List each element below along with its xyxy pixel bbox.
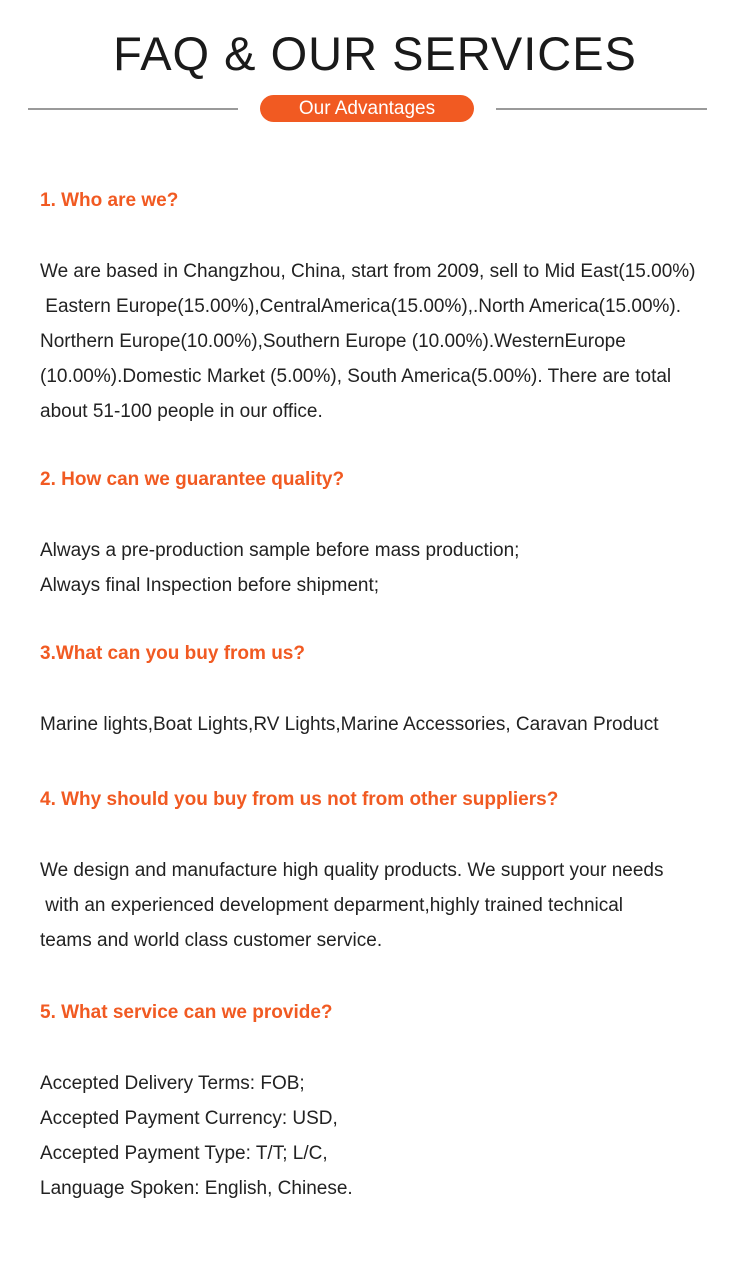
faq-question-who-are-we: 1. Who are we? <box>40 190 179 211</box>
faq-question-services: 5. What service can we provide? <box>40 1002 333 1023</box>
answer-line: Marine lights,Boat Lights,RV Lights,Marine Accessories, Caravan Product <box>40 714 659 735</box>
answer-line: Northern Europe(10.00%),Southern Europe (10.00%).WesternEurope <box>40 331 626 352</box>
answer-line: (10.00%).Domestic Market (5.00%), South America(5.00%). There are total <box>40 366 672 387</box>
answer-line: about 51-100 people in our office. <box>40 401 323 422</box>
header-divider-right <box>496 108 707 110</box>
answer-line: We design and manufacture high quality products. We support your needs <box>40 860 664 881</box>
answer-line: teams and world class customer service. <box>40 930 383 951</box>
answer-line: We are based in Changzhou, China, start from 2009, sell to Mid East(15.00%) <box>40 261 696 282</box>
faq-answer-why-us <box>40 853 664 958</box>
answer-line: Accepted Delivery Terms: FOB; <box>40 1073 305 1094</box>
faq-question-what-to-buy: 3.What can you buy from us? <box>40 643 305 664</box>
faq-question-quality: 2. How can we guarantee quality? <box>40 469 345 490</box>
answer-line: Always a pre-production sample before mass production; <box>40 540 520 561</box>
answer-line: Accepted Payment Currency: USD, <box>40 1108 338 1129</box>
answer-line: Always final Inspection before shipment; <box>40 575 380 596</box>
faq-answer-who-are-we <box>40 254 696 429</box>
answer-line: with an experienced development deparment,highly trained technical <box>40 895 624 916</box>
answer-line: Eastern Europe(15.00%),CentralAmerica(15.00%),.North America(15.00%). <box>40 296 682 317</box>
page-title: FAQ & OUR SERVICES <box>113 27 637 80</box>
answer-line: Language Spoken: English, Chinese. <box>40 1178 353 1199</box>
faq-question-why-us: 4. Why should you buy from us not from other suppliers? <box>40 789 559 810</box>
answer-line: Accepted Payment Type: T/T; L/C, <box>40 1143 328 1164</box>
faq-answer-quality <box>40 533 519 603</box>
our-advantages-badge: Our Advantages <box>260 95 474 122</box>
header-divider-left <box>28 108 238 110</box>
faq-answer-services <box>40 1066 353 1206</box>
faq-answer-what-to-buy <box>40 707 659 742</box>
